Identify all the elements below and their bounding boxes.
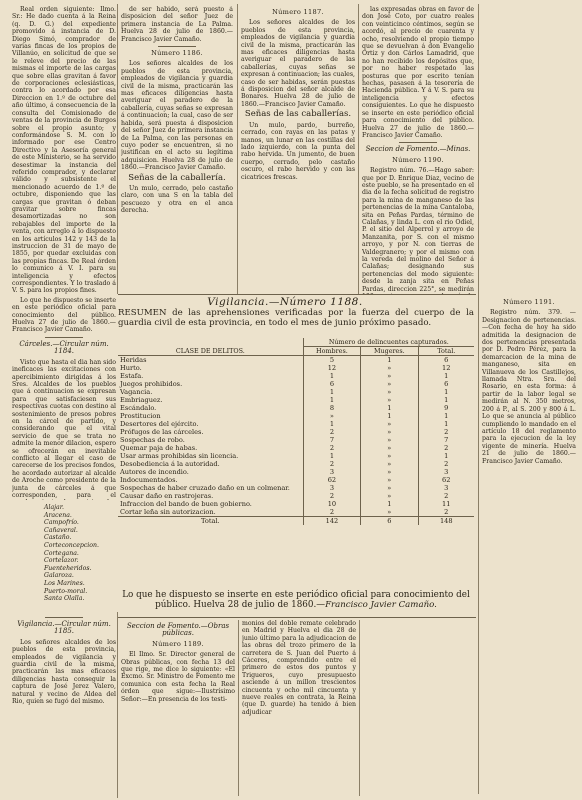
- hombres-cell: 10: [303, 500, 360, 508]
- total-cell: 1: [444, 452, 449, 460]
- hombres-cell: 1: [303, 396, 360, 404]
- hombres-cell: 2: [303, 444, 360, 452]
- mugeres-cell: »: [361, 372, 418, 380]
- notice-signature: Francisco Javier Camaño.: [325, 600, 437, 610]
- hombres-cell: 2: [303, 428, 360, 436]
- section-rule: [118, 617, 476, 618]
- mugeres-cell: »: [361, 476, 418, 484]
- town-item: Galaroza.: [44, 572, 74, 580]
- total-cell: 11: [442, 500, 451, 508]
- header-group: Número de delincuentes capturados.: [303, 338, 474, 347]
- hombres-cell: 5: [303, 356, 360, 365]
- column-rule: [237, 4, 238, 294]
- column-rule: [358, 4, 359, 294]
- column-rule: [359, 620, 360, 796]
- hombres-cell: 2: [303, 508, 360, 517]
- total-cell: 9: [444, 404, 449, 412]
- hombres-cell: 2: [303, 492, 360, 500]
- table-total-row: [118, 517, 474, 526]
- hombres-cell: 2: [303, 460, 360, 468]
- mugeres-cell: »: [361, 436, 418, 444]
- header-hombres: Hombres.: [303, 347, 360, 356]
- mugeres-cell: »: [361, 460, 418, 468]
- divider: [45, 617, 83, 618]
- paragraph: Un mulo, cerrado, pelo castaño claro, con una S en la tabla del pescuezo y otra en el anca derecha.: [121, 184, 233, 215]
- column-left: [12, 6, 116, 500]
- table-row: [118, 492, 474, 500]
- paragraph: Los señores alcaldes de los pueblos de esta provincia, empleados de vigilancia y guardia civil de la misma, practicarán las mas eficaces diligencias hasta averiguar el paradero de la caballería, cuyas señas se expresan á continuacion; la cual, caso de ser habida, será puesta á disposicion del señor Juez de primera instancia de La Palma, con las personas en cuyo poder se encuentren, si no justifican en el acto su legítima adquisicion. Huelva 28 de julio de 1860.—Francisco Javier Camaño.: [121, 60, 233, 172]
- table-body: [118, 356, 474, 517]
- town-item: Cañaveral.: [44, 526, 78, 534]
- total-cell: 2: [444, 460, 449, 468]
- mugeres-cell: »: [361, 468, 418, 476]
- header-mugeres: Mugeres.: [361, 347, 418, 356]
- table-row: [118, 396, 474, 404]
- section-heading: Número 1187.: [272, 8, 324, 16]
- total-cell: 6: [444, 380, 449, 388]
- total-cell: 1: [444, 420, 449, 428]
- total-cell: 2: [444, 508, 449, 516]
- divider: [158, 46, 196, 47]
- delito-name: Quemar paja de habas.: [118, 444, 303, 452]
- delito-name: Cortar leña sin autorizacion.: [118, 508, 303, 517]
- paragraph: Visto que hasta el dia han sido ineficaces las excitaciones con apercibimiento dirigidas á los Sres. Alcaldes de los pueblos que á continuacion se expresan para que satisfaciesen sus respectivas cuotas con destino al sostenimiento de presos pobres en la cárcel de partido, y considerando que el vital servicio de que se trata no admite la menor dilacion, espero se ofrecerán en inevitable conflicto al llegar el caso de carecerse de los precisos fondos, he acordado autorizar al alcalde de Aroche como presidente de la junta de cárceles á que corresponden, para el: [12, 358, 116, 499]
- mugeres-cell: »: [361, 380, 418, 388]
- hombres-cell: 1: [303, 420, 360, 428]
- mugeres-cell: »: [361, 364, 418, 372]
- delito-name: Estafa.: [118, 372, 303, 380]
- total-mugeres: 6: [361, 517, 418, 526]
- hombres-cell: 1: [303, 388, 360, 396]
- town-item: Fuenteheridos.: [44, 564, 92, 572]
- table-row: [118, 380, 474, 388]
- hombres-cell: 8: [303, 404, 360, 412]
- column-rule: [238, 620, 239, 796]
- mugeres-cell: »: [361, 420, 418, 428]
- banner-rule: [118, 294, 476, 295]
- paragraph: Los señores alcaldes de los pueblos de esta provincia, empleados de vigilancia y guardia civil de la misma, practicarán las mas eficaces diligencias hasta averiguar el paradero de las caballerías, cuyas señas se expresan á continuacion; las cuales, caso de ser habidas, serán puestas á disposicion del señor alcalde de Bonares. Huelva 28 de julio de 1860.—Francisco Javier Camaño.: [241, 19, 355, 108]
- table-row: [118, 364, 474, 372]
- total-cell: 3: [444, 468, 449, 476]
- mugeres-cell: »: [361, 452, 418, 460]
- notice-block: [118, 590, 474, 610]
- paragraph: Real orden siguiente: Ilmo. Sr.: He dado cuenta á la Reina (q. D. G.) del expediente promovido á instancia de D. Diego Simó, comprador de varias fincas de los propios de Villanúo, en solicitud de que se le releve del precio de las mismas el importe de las cargas que sobre ellas gravitan á favor de corporaciones eclesiásticas, contra lo acordado por esa Direccion en 1.º de octubre del año último, á consecuencia de la consulta del Comisionado de ventas de la provincia de Burgos sobre el propio asunto; y conformándose S. M. con lo informado por ese Centro Directivo y la Asesoría general de este Ministerio, se ha servido desestimar la instancia del referido comprador, y declarar válido y subsistente el mencionado acuerdo de 1.º de octubre, disponiendo que las cargas que gravitan ó deban gravitar sobre fincas desamortizadas no son rebajables del importe de la venta, con arreglo á lo dispuesto en los artículos 142 y 143 de la instruccion de 31 de mayo de 1855, por quedar excluidas con las propias fincas. De Real órden lo comunico á V. I. para su inteligencia y efectos correspondientes. Y lo traslado á V. S. para los propios fines.: [12, 6, 116, 295]
- paragraph: de ser habido, será puesto á disposicion del señor Juez de primera instancia de La Palma. Huelva 28 de julio de 1860.—Francisco Javier Camaño.: [121, 6, 233, 43]
- town-item: Cortelazor.: [44, 557, 79, 565]
- total-cell: 1: [444, 388, 449, 396]
- delito-name: Sospechas de haber cruzado daño en un colmenar.: [118, 484, 303, 492]
- section-heading: Señas de la caballería.: [128, 172, 226, 183]
- town-item: Los Marines.: [44, 579, 85, 587]
- table-row: [118, 508, 474, 517]
- town-item: Corteconcepcion.: [44, 541, 99, 549]
- section-heading: Seccion de Fomento.—Obras públicas.: [126, 622, 230, 638]
- total-cell: 6: [444, 356, 449, 364]
- divider: [399, 142, 437, 143]
- hombres-cell: 1: [303, 452, 360, 460]
- column-center-left: [121, 6, 233, 294]
- table-header: [118, 338, 474, 347]
- delito-name: Prófugos de las cárceles.: [118, 428, 303, 436]
- delito-name: Indocumentados.: [118, 476, 303, 484]
- mugeres-cell: »: [361, 508, 418, 517]
- column-center-right: [241, 6, 355, 294]
- total-cell: 12: [442, 364, 451, 372]
- column-rule: [117, 612, 118, 798]
- column-right: [362, 6, 474, 294]
- total-cell: 7: [444, 436, 449, 444]
- table-row: [118, 404, 474, 412]
- resumen-heading: RESUMEN de las aprehensiones verificadas por la fuerza del cuerpo de la guardia civil de esta provincia, en todo el mes de junio próximo pasado.: [118, 308, 474, 328]
- delito-name: Vagancia.: [118, 388, 303, 396]
- mugeres-cell: 1: [361, 356, 418, 365]
- section-heading: Cárceles.—Circular núm. 1184.: [19, 339, 109, 356]
- column-obras: [121, 620, 235, 794]
- section-heading: Número 1189.: [152, 639, 204, 648]
- mugeres-cell: »: [361, 388, 418, 396]
- notice-text: Lo que he dispuesto se inserte en este periódico oficial para conocimiento del público. Huelva 28 de julio de 1860.—: [122, 590, 470, 610]
- section-heading: Señas de las caballerías.: [244, 109, 352, 120]
- total-cell: 1: [444, 396, 449, 404]
- table-row: [118, 420, 474, 428]
- hombres-cell: »: [303, 412, 360, 420]
- hombres-cell: 6: [303, 380, 360, 388]
- delito-name: Prostitucion: [118, 412, 303, 420]
- total-cell: 62: [442, 476, 451, 484]
- table-row: [118, 476, 474, 484]
- delitos-table: [118, 338, 474, 525]
- town-item: Santa Olalla.: [44, 595, 85, 603]
- total-cell: 2: [444, 444, 449, 452]
- mugeres-cell: »: [361, 484, 418, 492]
- paragraph: Lo que he dispuesto se inserte en este periódico oficial para conocimiento del público. Huelva 27 de julio de 1860.—Francisco Javier Camaño.: [12, 296, 116, 334]
- paragraph: Registro núm. 379. —Designacion de pertenencias.—Con fecha de hoy ha sido admitida la designacion de dos pertenencias presentada por D. Pedro Pérez, para la demarcacion de la mina de manganeso, sita en Villanueva de los Castillejos, llamada Ntra. Sra. del Rosario, en esta forma: á partir de la labor legal se medirán al N. 350 metros, 200 á P., al S. 200 y 800 á L. Lo que se anuncia al público cumpliendo lo mandado en el artículo 18 del reglamento para la ejecucion de la ley vigente de minería. Huelva 21 de julio de 1860.—Francisco Javier Camaño.: [482, 309, 576, 465]
- column-rule: [478, 4, 479, 794]
- delito-name: Desobediencia á la autoridad.: [118, 460, 303, 468]
- hombres-cell: 3: [303, 484, 360, 492]
- table-row: [118, 428, 474, 436]
- divider: [45, 337, 83, 338]
- paragraph: Registro núm. 76.—Hago saber: que por D. Enrique Diaz, vecino de este pueblo, se ha presentado en el dia de la fecha solicitud de registro para la mina de manganeso de las pertenencias de la mina Cantaloba, sita en Peñas Pardas, término de Calañas, y linda L. con el rio Odiel, P. el sitio del Alperrol y arroyo de Manzanita, por S. con el mismo arroyo, y por N. con tierras de Valdegranero; y por el mismo con la vereda del molino del Señor á Calañas; designando sus pertenencias del modo siguiente: desde la zanja sita en Peñas Pardas, direccion 225°, se medirán: [362, 167, 474, 293]
- delito-name: Autores de incendio.: [118, 468, 303, 476]
- column-far-right: [482, 296, 576, 794]
- total-cell: 2: [444, 492, 449, 500]
- delito-name: Causar daño en rastrojeras.: [118, 492, 303, 500]
- paragraph: El Ilmo. Sr. Director general de Obras públicas, con fecha 13 del que rige, me dice lo siguiente: «El Excmo. Sr. Ministro de Fomento me comunica con esta fecha la Real órden que sigue:—Ilustrísimo Señor:—En presencia de los testi-: [121, 651, 235, 703]
- paragraph: Un mulo, pardo, burreño, cerrado, con rayas en las patas y manos, un lunar en las costillas del lado izquierdo, con la punta del rabo hervida. Un jumento, de buen cuerpo, cerrado, pelo castaño oscuro, el rabo hervido y con las cicatrices frescas.: [241, 121, 355, 181]
- mugeres-cell: 1: [361, 404, 418, 412]
- town-item: Castaño.: [44, 534, 72, 542]
- hombres-cell: 1: [303, 372, 360, 380]
- delito-name: Heridas: [118, 356, 303, 365]
- total-cell: 2: [444, 428, 449, 436]
- delito-name: Embriaguez.: [118, 396, 303, 404]
- section-heading: Número 1186.: [151, 49, 203, 58]
- town-list: [26, 504, 99, 603]
- town-item: Puerto-moral.: [44, 587, 88, 595]
- delito-name: Infraccion del bando de buen gobierno.: [118, 500, 303, 508]
- total-cell: 3: [444, 484, 449, 492]
- table-row: [118, 412, 474, 420]
- total-cell: 1: [444, 372, 449, 380]
- table-row: [118, 452, 474, 460]
- hombres-cell: 3: [303, 468, 360, 476]
- table-row: [118, 500, 474, 508]
- table-row: [118, 356, 474, 365]
- table-row: [118, 388, 474, 396]
- table-row: [118, 436, 474, 444]
- paragraph: las expresadas obras en favor de don José Coto, por cuatro reales con veinticinco céntimos, según se acordó, al precio de cuarenta y ocho, resolviendo el propio tiempo que se devuelvan á don Evangelio Ortiz y don Cárlos Lamadrid, que no han recibido los depósitos que, por no haber respetado las posturas que por escrito tenían hechas, pasasen á la tesorería de Hacienda pública. Y á V. S. para su inteligencia y efectos consiguientes. Lo que he dispuesto se inserte en este periódico oficial para conocimiento del público. Huelva 27 de julio de 1860.—Francisco Javier Camaño.: [362, 6, 474, 139]
- hombres-cell: 7: [303, 436, 360, 444]
- town-item: Cortegana.: [44, 549, 79, 557]
- total-total: 148: [418, 517, 474, 526]
- mugeres-cell: »: [361, 492, 418, 500]
- table-row: [118, 372, 474, 380]
- paragraph: monios del doble remate celebrado en Madrid y Huelva el dia 28 de junio último para la adjudicacion de las obras del trozo primero de la carretera de S. Juan del Puerto á Cáceres, comprendido entre el primero de estos dos puntos y Trigueros, cuyo presupuesto asciende á un millon trescientos cincuenta y ocho mil cincuenta y nueve reales en contrata, la Reina (que D. guarde) ha tenido á bien adjudicar: [242, 620, 356, 716]
- town-item: Alajar.: [44, 504, 64, 511]
- mugeres-cell: 1: [361, 412, 418, 420]
- town-item: Campofrío.: [44, 519, 79, 527]
- hombres-cell: 12: [303, 364, 360, 372]
- paragraph: Los señores alcaldes de los pueblos de esta provincia, empleados de vigilancia y guardia civil de la misma, practicarán las mas eficaces diligencias hasta conseguir la captura de José Jerez Valero, natural y vecino de Aldea del Rio, quien se fugó del mismo.: [12, 638, 116, 706]
- mugeres-cell: 1: [361, 500, 418, 508]
- vigilancia-banner: Vigilancia.—Número 1188.: [207, 296, 363, 308]
- total-hombres: 142: [303, 517, 360, 526]
- column-left-bottom: [12, 614, 116, 794]
- section-heading: Seccion de Fomento.—Minas.: [365, 145, 471, 154]
- hombres-cell: 62: [303, 476, 360, 484]
- table-row: [118, 484, 474, 492]
- delito-name: Juegos prohibidos.: [118, 380, 303, 388]
- delito-name: Sospechas de robo.: [118, 436, 303, 444]
- delito-name: Desertores del ejército.: [118, 420, 303, 428]
- section-heading: Número 1191.: [503, 298, 555, 306]
- header-clase: CLASE DE DELITOS.: [118, 338, 303, 356]
- column-obras-cont: [242, 620, 356, 794]
- section-heading: Número 1190.: [392, 155, 444, 164]
- table-row: [118, 444, 474, 452]
- total-cell: 1: [444, 412, 449, 420]
- table-row: [118, 460, 474, 468]
- column-rule: [117, 4, 118, 294]
- mugeres-cell: »: [361, 396, 418, 404]
- mugeres-cell: »: [361, 428, 418, 436]
- table-row: [118, 468, 474, 476]
- town-item: Aracena.: [44, 511, 72, 519]
- section-heading: Vigilancia.—Circular núm. 1185.: [17, 620, 111, 636]
- delito-name: Hurto.: [118, 364, 303, 372]
- header-total: Total.: [418, 347, 474, 356]
- mugeres-cell: »: [361, 444, 418, 452]
- delito-name: Escándalo.: [118, 404, 303, 412]
- delito-name: Usar armas prohibidas sin licencia.: [118, 452, 303, 460]
- total-label: Total.: [118, 517, 303, 526]
